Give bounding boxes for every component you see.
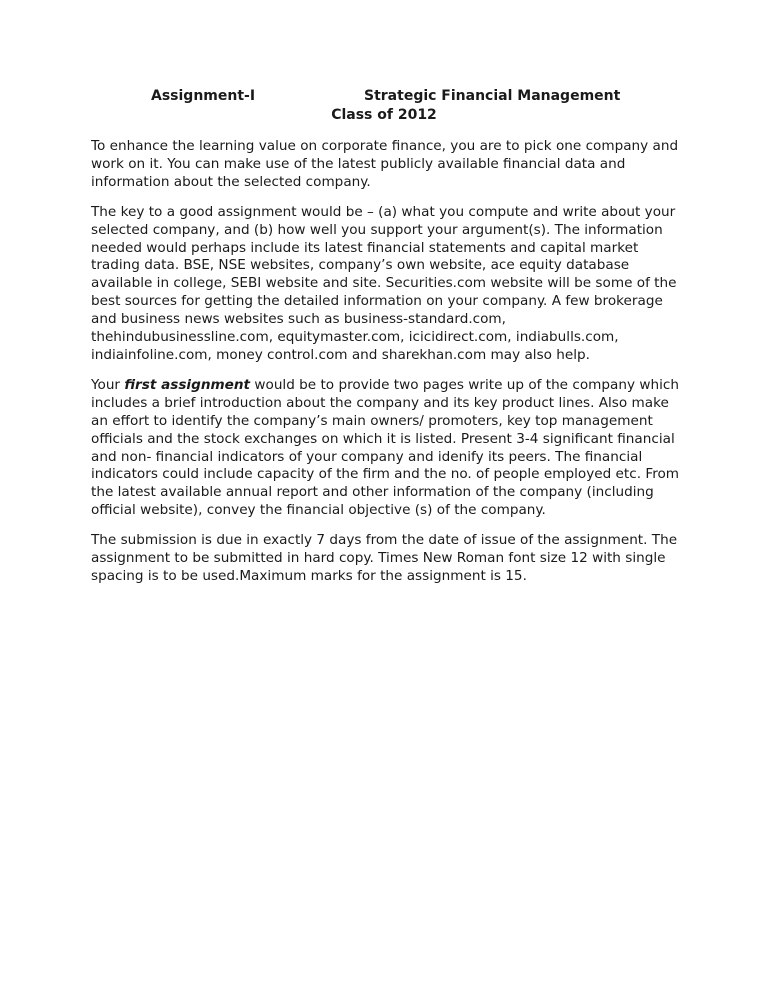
paragraph-first-assignment-lead: Your [91, 376, 125, 393]
document-header [0, 88, 768, 108]
assignment-label: Assignment-I [151, 88, 256, 104]
first-assignment-emphasis: first assignment [124, 376, 251, 393]
paragraph-submission: The submission is due in exactly 7 days from the date of issue of the assignment. The assignment to be submitted in hard copy. Times New Roman font size 12 with single spacing is to be used.Maximum marks for the assignment is 15. [91, 532, 678, 584]
paragraph-key-to-assignment: The key to a good assignment would be – (a) what you compute and write about your selected company, and (b) how well you support your argument(s). The information needed would perhaps include its latest financial statements and capital market trading data. BSE, NSE websites, company’s own website, ace equity database available in college, SEBI website and site. Securities.com website will be some of the best sources for getting the detailed information on your company. A few brokerage and business news websites such as business-standard.com, thehindubusinessline.com, equitymaster.com, icicidirect.com, indiabulls.com, indiainfoline.com, money control.com and sharekhan.com may also help. [91, 203, 677, 363]
course-title: Strategic Financial Management [364, 88, 621, 104]
class-year-line: Class of 2012 [331, 107, 437, 123]
paragraph-first-assignment-rest: would be to provide two pages write up of the company which includes a brief introduction about the company and its key product lines. Also make an effort to identify the company’s main owners/ promoters, key top management officials and the stock exchanges on which it is listed. Present 3-4 significant financial and non- financial indicators of your company and idenify its peers. The financial indicators could include capacity of the firm and the no. of people employed etc. From the latest available annual report and other information of the company (including official website), convey the financial objective (s) of the company. [91, 376, 680, 519]
document-body [91, 138, 681, 598]
paragraph-intro: To enhance the learning value on corporate finance, you are to pick one company and work on it. You can make use of the latest publicly available financial data and information about the selected company. [91, 138, 679, 190]
paragraph-first-assignment [91, 377, 681, 520]
